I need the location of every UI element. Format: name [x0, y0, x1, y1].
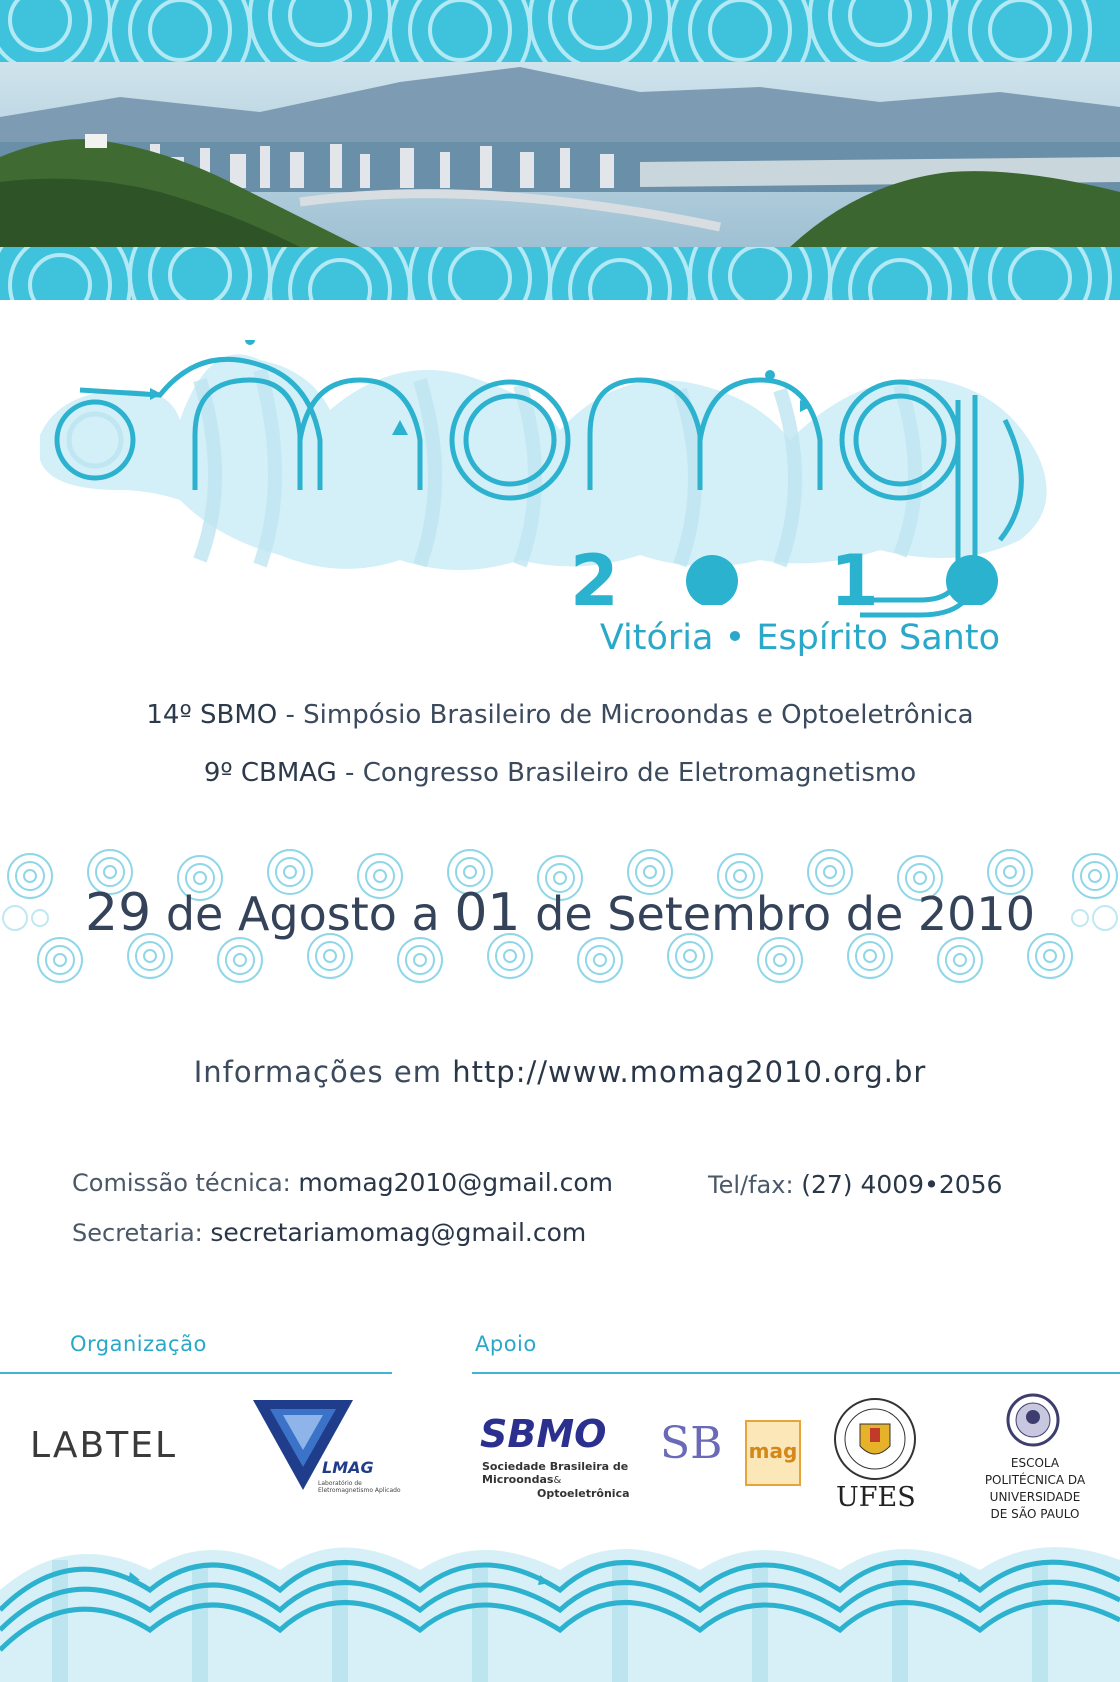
sbmo-caption — [482, 1460, 652, 1500]
city-photo — [0, 62, 1120, 247]
poli-caption-line-2: POLITÉCNICA DA — [984, 1473, 1086, 1487]
wave-pattern-bottom — [0, 1520, 1120, 1682]
tech-label: Comissão técnica: — [72, 1169, 299, 1197]
ufes-wordmark: UFES — [836, 1482, 916, 1513]
event-desc: - Simpósio Brasileiro de Microondas e Optoeletrônica — [277, 700, 974, 730]
event-prefix: 14º SBMO — [146, 700, 278, 730]
location-text: Vitória • Espírito Santo — [599, 618, 1000, 658]
end-day: 01 — [454, 883, 521, 943]
year-digit-2: 2 — [570, 540, 619, 622]
event-desc: - Congresso Brasileiro de Eletromagnetismo — [336, 758, 917, 788]
start-day: 29 — [85, 883, 152, 943]
poli-caption-line-3: UNIVERSIDADE — [989, 1490, 1081, 1504]
date-middle: de Agosto a — [151, 887, 455, 941]
ufes-logo — [832, 1396, 918, 1486]
sbmo-caption-ampersand: & — [553, 1475, 562, 1486]
sbmo-logo: SBMO — [480, 1412, 607, 1456]
phone-value: (27) 4009•2056 — [801, 1170, 1003, 1199]
event-line-sbmo — [0, 700, 1120, 730]
secretary-label: Secretaria: — [72, 1219, 211, 1247]
support-rule — [472, 1372, 1120, 1374]
year-digit-0a — [680, 540, 744, 622]
organization-heading: Organização — [70, 1332, 207, 1356]
info-line — [0, 1055, 1120, 1089]
sbmo-caption-line-3: Optoeletrônica — [537, 1487, 630, 1500]
organization-rule — [0, 1372, 392, 1374]
crest-icon — [832, 1396, 918, 1482]
sbmo-caption-line-1: Sociedade Brasileira de — [482, 1460, 629, 1473]
lmag-wordmark: LMAG — [322, 1458, 374, 1477]
secretary-contact — [72, 1218, 586, 1247]
poli-caption-line-4: DE SÃO PAULO — [990, 1507, 1080, 1521]
secretary-email-link[interactable]: secretariamomag@gmail.com — [210, 1218, 587, 1247]
phone-contact — [708, 1170, 1002, 1199]
tech-email-link[interactable]: momag2010@gmail.com — [298, 1168, 613, 1197]
event-dates — [0, 883, 1120, 943]
tech-contact — [72, 1168, 613, 1197]
sbmag-logo: SB — [660, 1418, 723, 1469]
lmag-subtitle: Laboratório de Eletromagnetismo Aplicado — [318, 1480, 401, 1494]
bottom-wave-band — [0, 1520, 1120, 1682]
event-prefix: 9º CBMAG — [203, 758, 337, 788]
website-link[interactable]: http://www.momag2010.org.br — [452, 1055, 927, 1089]
sbmag-mark: mag — [745, 1420, 801, 1486]
info-label: Informações em — [193, 1055, 453, 1089]
event-line-cbmag — [0, 758, 1120, 788]
date-end: de Setembro de 2010 — [520, 887, 1035, 941]
sbmo-caption-microwave: Microondas — [482, 1473, 554, 1486]
seal-icon — [1005, 1392, 1061, 1448]
poli-usp-logo — [1005, 1392, 1061, 1452]
sbmo-caption-line-2 — [482, 1473, 652, 1487]
city-landscape-image — [0, 62, 1120, 247]
phone-label: Tel/fax: — [708, 1171, 802, 1199]
year-digit-1: 1 — [830, 540, 879, 622]
year-digit-0b — [940, 540, 1004, 622]
poli-caption-line-1: ESCOLA — [1010, 1456, 1060, 1470]
support-heading: Apoio — [475, 1332, 537, 1356]
labtel-logo: LABTEL — [30, 1425, 177, 1466]
poli-usp-caption — [970, 1455, 1100, 1523]
